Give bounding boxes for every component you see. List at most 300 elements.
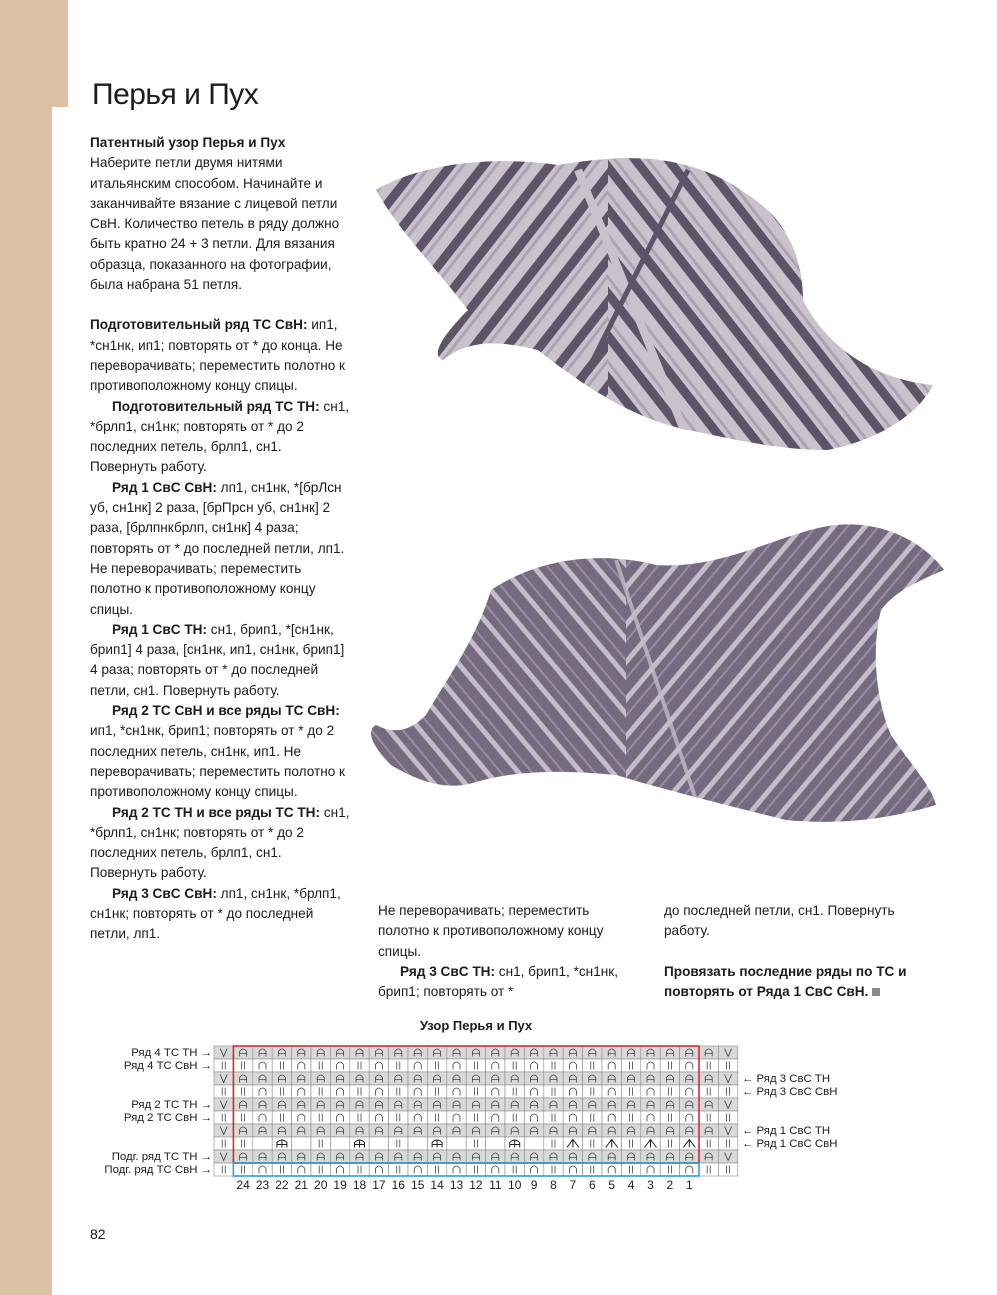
chart-cell xyxy=(311,1150,330,1163)
chart-cell xyxy=(563,1111,582,1124)
row-2-tn: Ряд 2 ТС ТН и все ряды ТС ТН: сн1, *брлп1, сн1нк; повторять от * до 2 последних петель, брлп1, сн1. Повернуть работу. xyxy=(90,804,350,881)
chart-cell xyxy=(447,1046,466,1059)
chart-cell xyxy=(583,1072,602,1085)
chart-cell xyxy=(583,1098,602,1111)
chart-column-number: 16 xyxy=(391,1178,405,1192)
chart-cell xyxy=(602,1059,621,1072)
chart-cell xyxy=(602,1124,621,1137)
chart-cell xyxy=(505,1111,524,1124)
chart-cell xyxy=(311,1072,330,1085)
chart-cell xyxy=(292,1124,311,1137)
chart-cell xyxy=(583,1163,602,1176)
chart-column-number: 10 xyxy=(508,1178,522,1192)
chart-cell xyxy=(544,1085,563,1098)
chart-cell xyxy=(641,1085,660,1098)
chart-column-number: 9 xyxy=(530,1178,538,1192)
chart-cell xyxy=(466,1111,485,1124)
chart-cell xyxy=(389,1111,408,1124)
chart-cell xyxy=(602,1163,621,1176)
chart-cell xyxy=(427,1150,446,1163)
chart-cell xyxy=(699,1072,718,1085)
chart-cell xyxy=(680,1163,699,1176)
chart-cell xyxy=(641,1059,660,1072)
chart-cell xyxy=(505,1059,524,1072)
continued-text-2: до последней петли, сн1. Повернуть работу. xyxy=(664,903,895,939)
chart-cell xyxy=(641,1150,660,1163)
chart-cell xyxy=(311,1163,330,1176)
chart-cell xyxy=(408,1085,427,1098)
chart-cell xyxy=(660,1059,679,1072)
chart-right-label: ← Ряд 1 СвС СвН xyxy=(742,1138,838,1150)
chart-cell xyxy=(680,1046,699,1059)
chart-right-label: ← Ряд 3 СвС СвН xyxy=(742,1086,838,1098)
chart-cell xyxy=(602,1046,621,1059)
chart-cell xyxy=(524,1124,543,1137)
prep-row-tn: Подготовительный ряд ТС ТН: сн1, *брлп1, сн1нк; повторять от * до 2 последних петель, брлп1, сн1. Повернуть работу. xyxy=(90,398,350,475)
chart-cell xyxy=(369,1111,388,1124)
chart-cell xyxy=(563,1059,582,1072)
chart-cell xyxy=(408,1137,427,1150)
row-3-svn: Ряд 3 СвС СвН: лп1, сн1нк, *брлп1, сн1нк; повторять от * до последней петли, лп1. xyxy=(90,885,341,942)
chart-cell xyxy=(253,1111,272,1124)
chart-cell xyxy=(544,1163,563,1176)
text-column-2 xyxy=(378,901,640,1002)
chart-cell xyxy=(486,1111,505,1124)
final-instruction: Провязать последние ряды по ТС и повторять от Ряда 1 СвС СвН. xyxy=(664,963,907,999)
chart-cell xyxy=(369,1124,388,1137)
chart-cell xyxy=(660,1085,679,1098)
chart-cell xyxy=(680,1111,699,1124)
chart-cell xyxy=(389,1085,408,1098)
chart-cell xyxy=(524,1072,543,1085)
chart-cell xyxy=(330,1124,349,1137)
chart-cell xyxy=(505,1046,524,1059)
chart-cell xyxy=(621,1098,640,1111)
chart-cell xyxy=(292,1098,311,1111)
chart-cell xyxy=(272,1150,291,1163)
chart-cell xyxy=(253,1059,272,1072)
chart-cell xyxy=(680,1085,699,1098)
chart-cell xyxy=(408,1150,427,1163)
chart-cell xyxy=(583,1150,602,1163)
chart-cell xyxy=(447,1059,466,1072)
chart-cell xyxy=(427,1124,446,1137)
chart-cell xyxy=(253,1098,272,1111)
chart-cell xyxy=(369,1163,388,1176)
chart-cell xyxy=(621,1137,640,1150)
chart-cell xyxy=(369,1150,388,1163)
chart-cell xyxy=(350,1085,369,1098)
chart-cell xyxy=(408,1111,427,1124)
chart-cell xyxy=(447,1150,466,1163)
chart-cell xyxy=(233,1163,252,1176)
row-1-svn: Ряд 1 СвС СвН: лп1, сн1нк, *[брЛсн уб, сн1нк] 2 раза, [брПрсн уб, сн1нк] 2 раза, [брлпнкбрлп, сн1нк] 4 раза; повторять от * до последней петли, лп1. Не переворачивать; переместить полотно к противоположному концу спицы. xyxy=(90,479,345,617)
chart-cell xyxy=(466,1137,485,1150)
chart-cell xyxy=(272,1046,291,1059)
chart-cell xyxy=(524,1085,543,1098)
chart-cell xyxy=(583,1124,602,1137)
chart-cell xyxy=(311,1111,330,1124)
chart-cell xyxy=(563,1150,582,1163)
chart-cell xyxy=(253,1072,272,1085)
chart-cell xyxy=(253,1046,272,1059)
chart-cell xyxy=(253,1137,272,1150)
chart-cell xyxy=(427,1059,446,1072)
chart-cell xyxy=(544,1150,563,1163)
chart-cell xyxy=(214,1085,233,1098)
pattern-heading: Патентный узор Перья и Пух xyxy=(90,135,286,150)
chart-cell xyxy=(389,1124,408,1137)
chart-cell xyxy=(466,1150,485,1163)
chart-cell xyxy=(621,1072,640,1085)
chart-cell xyxy=(369,1059,388,1072)
chart-column-number: 2 xyxy=(666,1178,674,1192)
chart-cell xyxy=(292,1059,311,1072)
chart-cell xyxy=(272,1098,291,1111)
chart-column-number: 20 xyxy=(314,1178,328,1192)
chart-cell xyxy=(427,1098,446,1111)
chart-cell xyxy=(447,1111,466,1124)
chart-cell xyxy=(233,1098,252,1111)
chart-cell xyxy=(389,1072,408,1085)
chart-column-number: 11 xyxy=(489,1178,502,1192)
chart-cell xyxy=(699,1046,718,1059)
chart-cell xyxy=(524,1137,543,1150)
chart-cell xyxy=(330,1085,349,1098)
chart-column-number: 21 xyxy=(294,1178,308,1192)
chart-cell xyxy=(641,1098,660,1111)
chart-left-label: Ряд 4 ТС СвН → xyxy=(123,1060,212,1072)
chart-cell xyxy=(466,1098,485,1111)
chart-cell xyxy=(369,1072,388,1085)
chart-column-number: 18 xyxy=(352,1178,367,1192)
chart-cell xyxy=(718,1163,737,1176)
chart-cell xyxy=(505,1124,524,1137)
chart-cell xyxy=(408,1098,427,1111)
chart-cell xyxy=(486,1072,505,1085)
page-sidebar-tab xyxy=(52,0,68,107)
chart-cell xyxy=(389,1150,408,1163)
chart-cell xyxy=(330,1098,349,1111)
stitch-chart xyxy=(212,1044,742,1194)
chart-cell xyxy=(602,1085,621,1098)
chart-cell xyxy=(330,1046,349,1059)
chart-cell xyxy=(233,1059,252,1072)
chart-cell xyxy=(486,1046,505,1059)
chart-cell xyxy=(641,1072,660,1085)
chart-cell xyxy=(524,1150,543,1163)
chart-column-number: 14 xyxy=(430,1178,444,1192)
chart-cell xyxy=(311,1046,330,1059)
chart-cell xyxy=(272,1059,291,1072)
chart-column-number: 23 xyxy=(255,1178,270,1192)
chart-cell xyxy=(466,1046,485,1059)
chart-cell xyxy=(563,1163,582,1176)
chart-cell xyxy=(718,1137,737,1150)
chart-cell xyxy=(524,1098,543,1111)
chart-cell xyxy=(505,1150,524,1163)
chart-cell xyxy=(350,1098,369,1111)
text-column-1 xyxy=(90,133,352,945)
chart-cell xyxy=(583,1085,602,1098)
chart-cell xyxy=(427,1072,446,1085)
chart-cell xyxy=(486,1137,505,1150)
chart-cell xyxy=(621,1046,640,1059)
chart-cell xyxy=(466,1163,485,1176)
chart-column-number: 1 xyxy=(685,1178,693,1192)
chart-cell xyxy=(563,1085,582,1098)
chart-cell xyxy=(369,1046,388,1059)
chart-cell xyxy=(699,1124,718,1137)
chart-cell xyxy=(447,1163,466,1176)
intro-paragraph: Наберите петли двумя нитями итальянским способом. Начинайте и заканчивайте вязание с лицевой петли СвН. Количество петель в ряду должно быть кратно 24 + 3 петли. Для вязания образца, показанного на фотографии, была набрана 51 петля. xyxy=(90,155,340,293)
chart-cell xyxy=(699,1111,718,1124)
chart-cell xyxy=(486,1059,505,1072)
chart-cell xyxy=(466,1072,485,1085)
chart-cell xyxy=(350,1046,369,1059)
chart-cell xyxy=(563,1072,582,1085)
chart-cell xyxy=(641,1163,660,1176)
chart-cell xyxy=(272,1163,291,1176)
chart-cell xyxy=(350,1059,369,1072)
chart-cell xyxy=(505,1098,524,1111)
chart-left-label: Ряд 4 ТС ТН → xyxy=(131,1047,212,1059)
chart-cell xyxy=(466,1059,485,1072)
chart-cell xyxy=(292,1072,311,1085)
chart-cell xyxy=(602,1072,621,1085)
chart-cell xyxy=(292,1046,311,1059)
chart-cell xyxy=(350,1124,369,1137)
chart-cell xyxy=(699,1085,718,1098)
chart-cell xyxy=(311,1124,330,1137)
chart-cell xyxy=(486,1163,505,1176)
chart-cell xyxy=(447,1098,466,1111)
chart-cell xyxy=(214,1111,233,1124)
continued-text: Не переворачивать; переместить полотно к противоположному концу спицы. xyxy=(378,903,604,959)
chart-cell xyxy=(621,1124,640,1137)
chart-column-number: 13 xyxy=(449,1178,464,1192)
chart-cell xyxy=(544,1046,563,1059)
chart-column-number: 19 xyxy=(333,1178,347,1192)
chart-cell xyxy=(505,1085,524,1098)
chart-title: Узор Перья и Пух xyxy=(419,1018,533,1033)
chart-cell xyxy=(330,1150,349,1163)
chart-cell xyxy=(253,1085,272,1098)
page-title: Перья и Пух xyxy=(92,78,259,111)
chart-left-label: Ряд 2 ТС ТН → xyxy=(131,1099,212,1111)
chart-cell xyxy=(486,1085,505,1098)
page-number: 82 xyxy=(90,1226,106,1242)
chart-left-label: Подг. ряд ТС СвН → xyxy=(104,1164,212,1176)
chart-cell xyxy=(524,1046,543,1059)
chart-cell xyxy=(292,1150,311,1163)
chart-left-label: Подг. ряд ТС ТН → xyxy=(111,1151,212,1163)
chart-cell xyxy=(350,1163,369,1176)
chart-cell xyxy=(544,1072,563,1085)
chart-cell xyxy=(311,1059,330,1072)
chart-cell xyxy=(621,1163,640,1176)
chart-cell xyxy=(621,1085,640,1098)
chart-cell xyxy=(408,1046,427,1059)
chart-cell xyxy=(233,1072,252,1085)
chart-cell xyxy=(680,1124,699,1137)
chart-cell xyxy=(544,1059,563,1072)
chart-cell xyxy=(699,1163,718,1176)
chart-cell xyxy=(330,1111,349,1124)
chart-cell xyxy=(233,1124,252,1137)
chart-cell xyxy=(466,1085,485,1098)
chart-cell xyxy=(292,1111,311,1124)
chart-cell xyxy=(272,1124,291,1137)
chart-cell xyxy=(214,1163,233,1176)
chart-column-number: 22 xyxy=(275,1178,289,1192)
chart-cell xyxy=(292,1163,311,1176)
chart-cell xyxy=(253,1150,272,1163)
chart-cell xyxy=(408,1059,427,1072)
chart-cell xyxy=(660,1150,679,1163)
chart-cell xyxy=(602,1111,621,1124)
chart-cell xyxy=(427,1111,446,1124)
chart-cell xyxy=(350,1072,369,1085)
chart-cell xyxy=(292,1137,311,1150)
chart-cell xyxy=(660,1124,679,1137)
chart-cell xyxy=(272,1072,291,1085)
chart-cell xyxy=(718,1059,737,1072)
chart-cell xyxy=(447,1124,466,1137)
chart-cell xyxy=(660,1072,679,1085)
chart-cell xyxy=(389,1137,408,1150)
chart-cell xyxy=(718,1085,737,1098)
chart-column-number: 7 xyxy=(569,1178,577,1192)
chart-cell xyxy=(660,1046,679,1059)
chart-cell xyxy=(233,1111,252,1124)
chart-cell xyxy=(621,1059,640,1072)
chart-cell xyxy=(486,1098,505,1111)
chart-column-number: 15 xyxy=(411,1178,425,1192)
chart-cell xyxy=(369,1137,388,1150)
chart-cell xyxy=(311,1098,330,1111)
chart-cell xyxy=(680,1059,699,1072)
chart-cell xyxy=(233,1046,252,1059)
chart-cell xyxy=(311,1137,330,1150)
chart-cell xyxy=(466,1124,485,1137)
chart-cell xyxy=(505,1072,524,1085)
chart-cell xyxy=(447,1085,466,1098)
chart-cell xyxy=(641,1124,660,1137)
chart-cell xyxy=(524,1163,543,1176)
chart-cell xyxy=(447,1137,466,1150)
chart-column-number: 6 xyxy=(588,1178,596,1192)
chart-right-label: ← Ряд 3 СвС ТН xyxy=(742,1073,831,1085)
prep-row-svn: Подготовительный ряд ТС СвН: ип1, *сн1нк, ип1; повторять от * до конца. Не переворачивать; переместить полотно к противоположному концу спицы. xyxy=(90,317,345,394)
chart-cell xyxy=(272,1085,291,1098)
chart-cell xyxy=(621,1111,640,1124)
chart-cell xyxy=(408,1072,427,1085)
chart-cell xyxy=(641,1111,660,1124)
chart-cell xyxy=(563,1046,582,1059)
chart-cell xyxy=(544,1124,563,1137)
chart-left-label: Ряд 2 ТС СвН → xyxy=(123,1112,212,1124)
chart-cell xyxy=(330,1137,349,1150)
chart-cell xyxy=(427,1085,446,1098)
chart-cell xyxy=(214,1059,233,1072)
chart-cell xyxy=(680,1072,699,1085)
chart-cell xyxy=(369,1085,388,1098)
chart-cell xyxy=(602,1098,621,1111)
chart-cell xyxy=(505,1163,524,1176)
chart-cell xyxy=(311,1085,330,1098)
chart-cell xyxy=(292,1085,311,1098)
row-2-svn: Ряд 2 ТС СвН и все ряды ТС СвН: ип1, *сн1нк, брип1; повторять от * до 2 последних петель, сн1нк, ип1. Не переворачивать; переместить полотно к противоположному концу спицы. xyxy=(90,703,345,800)
chart-cell xyxy=(330,1059,349,1072)
end-square-icon xyxy=(872,988,880,996)
chart-column-number: 3 xyxy=(647,1178,654,1192)
chart-cell xyxy=(563,1098,582,1111)
chart-cell xyxy=(427,1046,446,1059)
chart-cell xyxy=(699,1150,718,1163)
chart-cell xyxy=(660,1163,679,1176)
chart-column-number: 12 xyxy=(469,1178,483,1192)
chart-cell xyxy=(389,1046,408,1059)
chart-cell xyxy=(680,1098,699,1111)
chart-cell xyxy=(408,1163,427,1176)
chart-cell xyxy=(718,1111,737,1124)
chart-cell xyxy=(660,1098,679,1111)
chart-cell xyxy=(660,1137,679,1150)
chart-cell xyxy=(330,1163,349,1176)
chart-cell xyxy=(486,1150,505,1163)
row-3-tn: Ряд 3 СвС ТН: сн1, брип1, *сн1нк, брип1; повторять от * xyxy=(378,963,618,1000)
chart-cell xyxy=(389,1059,408,1072)
chart-cell xyxy=(330,1072,349,1085)
chart-cell xyxy=(253,1163,272,1176)
chart-cell xyxy=(621,1150,640,1163)
swatch-photo-back xyxy=(366,520,946,830)
chart-cell xyxy=(369,1098,388,1111)
chart-column-number: 4 xyxy=(627,1178,635,1192)
chart-cell xyxy=(602,1150,621,1163)
chart-cell xyxy=(233,1137,252,1150)
chart-cell xyxy=(233,1085,252,1098)
chart-cell xyxy=(389,1163,408,1176)
chart-cell xyxy=(583,1137,602,1150)
chart-cell xyxy=(486,1124,505,1137)
chart-column-number: 8 xyxy=(550,1178,557,1192)
chart-cell xyxy=(427,1163,446,1176)
chart-cell xyxy=(699,1098,718,1111)
chart-right-label: ← Ряд 1 СвС ТН xyxy=(742,1125,831,1137)
chart-cell xyxy=(544,1137,563,1150)
text-column-3 xyxy=(664,901,914,1002)
chart-cell xyxy=(253,1124,272,1137)
chart-cell xyxy=(660,1111,679,1124)
chart-cell xyxy=(389,1098,408,1111)
chart-cell xyxy=(699,1059,718,1072)
chart-cell xyxy=(583,1046,602,1059)
chart-cell xyxy=(583,1111,602,1124)
chart-cell xyxy=(563,1124,582,1137)
chart-cell xyxy=(524,1059,543,1072)
chart-cell xyxy=(641,1046,660,1059)
chart-column-number: 17 xyxy=(372,1178,386,1192)
row-1-tn: Ряд 1 СвС ТН: сн1, брип1, *[сн1нк, брип1] 4 раза, [сн1нк, ип1, сн1нк, брип1] 4 раза; повторять от * до последней петли, сн1. Повернуть работу. xyxy=(90,621,345,698)
chart-cell xyxy=(583,1059,602,1072)
chart-cell xyxy=(350,1111,369,1124)
chart-cell xyxy=(350,1150,369,1163)
chart-cell xyxy=(272,1111,291,1124)
chart-cell xyxy=(214,1137,233,1150)
chart-cell xyxy=(680,1150,699,1163)
